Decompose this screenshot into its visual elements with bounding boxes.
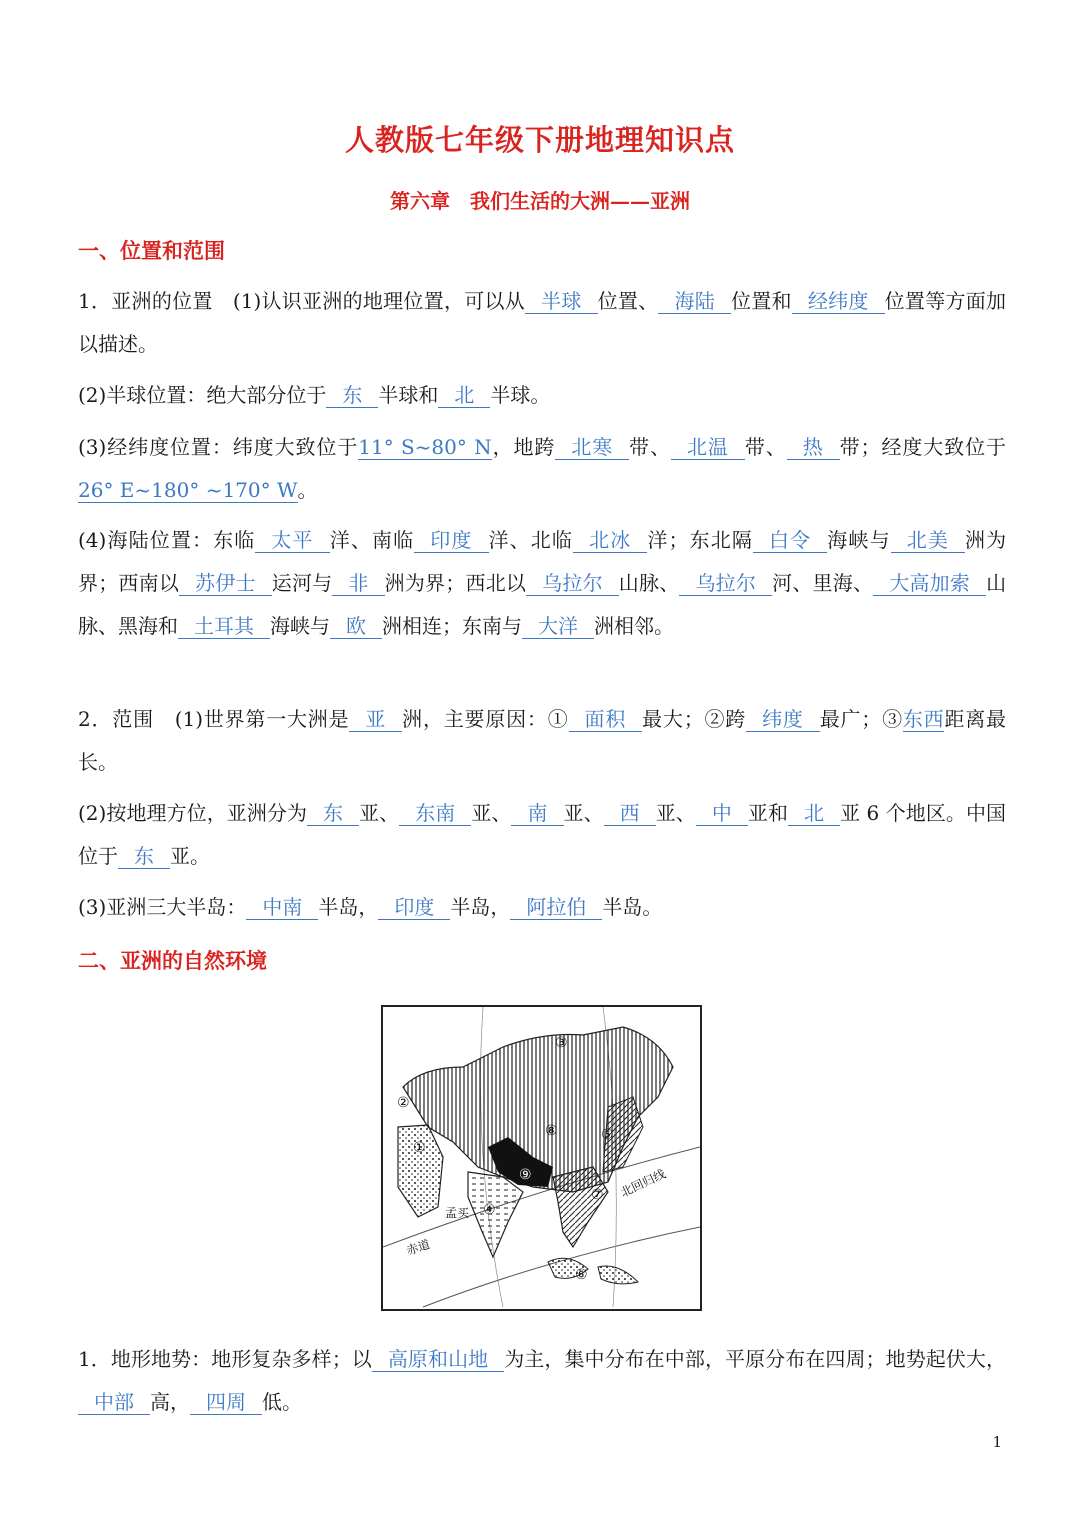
- answer-blank: 东南: [399, 801, 471, 826]
- map-label-9: ⑨: [519, 1167, 532, 1183]
- answer-blank: 北: [438, 383, 490, 408]
- answer-blank: 大洋: [522, 614, 594, 639]
- section-heading-nature: 二、亚洲的自然环境: [78, 948, 267, 973]
- answer-blank: 乌拉尔: [526, 571, 619, 596]
- document-title: 人教版七年级下册地理知识点: [344, 123, 735, 157]
- map-label-6: ⑥: [575, 1267, 588, 1283]
- paragraph-terrain: 1．地形地势：地形复杂多样；以 高原和山地 为主，集中分布在中部，平原分布在四周；地势起伏大，中部 高， 四周 低。: [78, 1347, 1006, 1414]
- answer-blank: 北美: [891, 528, 965, 553]
- answer-blank: 纬度: [746, 707, 820, 732]
- answer-blank: 西: [604, 801, 656, 826]
- answer-blank: 海陆: [658, 289, 731, 314]
- answer-blank: 亚: [349, 707, 402, 732]
- asia-map-figure: [381, 1005, 702, 1311]
- answer-blank: 11° S~80° N: [358, 435, 492, 459]
- answer-blank: 土耳其: [178, 614, 270, 639]
- answer-blank: 经纬度: [792, 289, 885, 314]
- answer-blank: 东: [326, 383, 378, 408]
- paragraph-lat-long: (3)经纬度位置：纬度大致位于11° S~80° N，地跨 北寒 带、 北温 带、 热 带；经度大致位于26° E~180° ~170° W。: [78, 435, 1007, 502]
- answer-blank: 半球: [525, 289, 598, 314]
- paragraph-extent: 2．范围 (1)世界第一大洲是 亚 洲，主要原因：① 面积 最大；②跨 纬度 最广；③东西距离最长。: [78, 707, 1007, 774]
- answer-blank: 中部: [78, 1390, 150, 1415]
- answer-blank: 中南: [246, 895, 318, 920]
- answer-blank: 中: [696, 801, 748, 826]
- answer-blank: 东: [118, 844, 170, 869]
- answer-blank: 欧: [330, 614, 382, 639]
- paragraph-peninsulas: (3)亚洲三大半岛： 中南 半岛， 印度 半岛， 阿拉伯 半岛。: [78, 895, 663, 919]
- answer-blank: 太平: [255, 528, 329, 553]
- map-label-7: ⑦: [591, 1187, 604, 1203]
- answer-blank: 北温: [671, 435, 745, 460]
- section-heading-position: 一、位置和范围: [78, 238, 225, 263]
- answer-blank: 白令: [753, 528, 827, 553]
- map-label-3: ③: [555, 1035, 568, 1051]
- answer-blank: 南: [511, 801, 563, 826]
- answer-blank: 印度: [414, 528, 488, 553]
- map-label-8: ⑧: [545, 1123, 558, 1139]
- map-label-5: ⑤: [601, 1127, 614, 1143]
- answer-blank: 大高加索: [873, 571, 986, 596]
- answer-blank: 印度: [378, 895, 450, 920]
- answer-blank: 乌拉尔: [679, 571, 772, 596]
- map-label-4: ④: [483, 1202, 496, 1218]
- answer-blank: 面积: [569, 707, 643, 732]
- map-label-1: ①: [413, 1140, 426, 1156]
- paragraph-location: 1．亚洲的位置 (1)认识亚洲的地理位置，可以从 半球 位置、 海陆 位置和 经纬度 位置等方面加以描述。: [78, 289, 1007, 356]
- answer-blank: 26° E~180° ~170° W: [78, 478, 298, 502]
- answer-blank: 非: [332, 571, 384, 596]
- answer-blank: 热: [787, 435, 840, 460]
- paragraph-sea-land: (4)海陆位置：东临 太平 洋、南临 印度 洋、北临 北冰 洋；东北隔 白令 海峡与 北美 洲为界；西南以 苏伊士 运河与 非 洲为界；西北以 乌拉尔 山脉、 乌拉尔 河、里海、 大高加索 山脉、黑海和 土耳其 海峡与 欧 洲相连；东南与 大洋 洲相邻。: [78, 528, 1007, 638]
- map-label-2: ②: [397, 1095, 410, 1111]
- paragraph-regions: (2)按地理方位，亚洲分为 东 亚、 东南 亚、 南 亚、 西 亚、 中 亚和 北 亚 6 个地区。中国位于 东 亚。: [78, 801, 1007, 868]
- answer-blank: 四周: [190, 1390, 262, 1415]
- answer-blank: 高原和山地: [372, 1347, 504, 1372]
- page-number: 1: [992, 1433, 1002, 1451]
- answer-blank: 北寒: [555, 435, 629, 460]
- map-label-mumbai: 孟买: [445, 1206, 470, 1220]
- answer-blank: 北冰: [573, 528, 647, 553]
- answer-blank: 东: [307, 801, 359, 826]
- map-label-equator: 赤道: [404, 1237, 432, 1258]
- paragraph-hemisphere: (2)半球位置：绝大部分位于 东 半球和 北 半球。: [78, 383, 551, 407]
- chapter-subtitle: 第六章 我们生活的大洲——亚洲: [390, 189, 690, 213]
- answer-blank: 北: [788, 801, 840, 826]
- answer-blank: 苏伊士: [179, 571, 272, 596]
- answer-blank: 阿拉伯: [510, 895, 602, 920]
- answer-blank: 东西: [902, 707, 945, 731]
- map-label-tropic: 北回归线: [618, 1166, 668, 1200]
